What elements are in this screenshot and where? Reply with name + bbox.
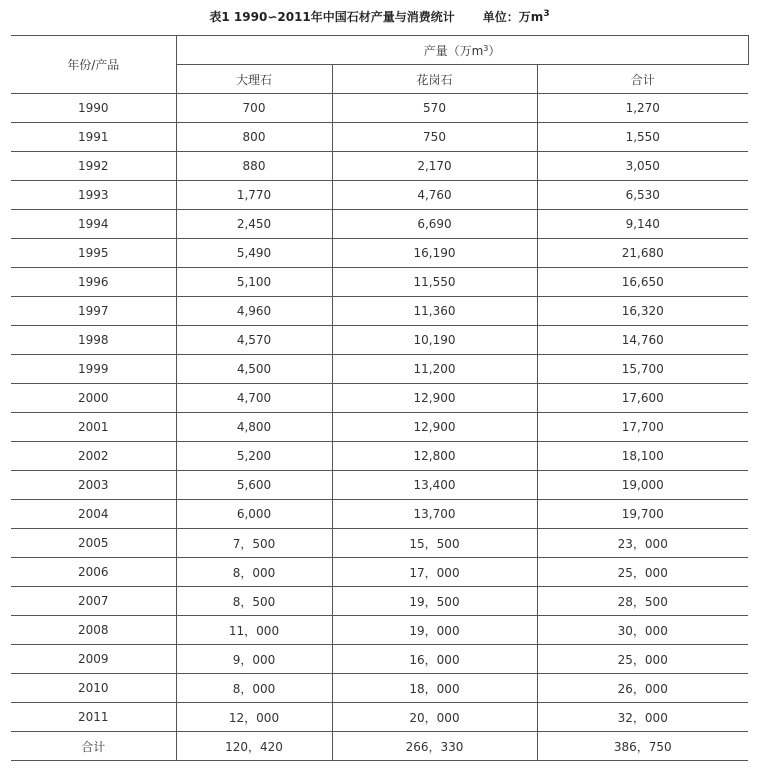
year-cell: 1996 [11,268,176,297]
year-cell: 1997 [11,297,176,326]
table-row [11,645,748,674]
year-cell: 2002 [11,442,176,471]
marble-cell: 4,570 [176,326,332,355]
granite-cell: 12,900 [332,413,537,442]
table-unit-prefix: 单位：万m [482,10,544,24]
table-row [11,94,748,123]
total-cell: 19,700 [537,500,748,529]
year-cell: 1990 [11,94,176,123]
year-cell: 2003 [11,471,176,500]
total-cell: 9,140 [537,210,748,239]
year-cell: 2004 [11,500,176,529]
total-cell: 32，000 [537,703,748,732]
marble-cell: 11，000 [176,616,332,645]
table-row [11,123,748,152]
total-cell: 16,320 [537,297,748,326]
total-cell: 15,700 [537,355,748,384]
year-cell: 1999 [11,355,176,384]
column-header-granite: 花岗石 [332,65,537,94]
table-row [11,181,748,210]
marble-cell: 4,960 [176,297,332,326]
table-unit [483,10,550,24]
table-row [11,152,748,181]
granite-cell: 16,190 [332,239,537,268]
table-row [11,471,748,500]
year-cell: 2000 [11,384,176,413]
total-cell: 18,100 [537,442,748,471]
marble-cell: 4,800 [176,413,332,442]
marble-cell: 5,200 [176,442,332,471]
total-cell: 28，500 [537,587,748,616]
granite-cell: 570 [332,94,537,123]
granite-cell: 4,760 [332,181,537,210]
table-row [11,529,748,558]
granite-cell: 19，500 [332,587,537,616]
year-cell: 合计 [11,732,176,761]
total-cell: 23，000 [537,529,748,558]
year-cell: 1998 [11,326,176,355]
year-cell: 2011 [11,703,176,732]
year-cell: 1991 [11,123,176,152]
marble-cell: 6,000 [176,500,332,529]
total-cell: 1,550 [537,123,748,152]
total-cell: 17,700 [537,413,748,442]
marble-cell: 8，000 [176,558,332,587]
granite-cell: 11,360 [332,297,537,326]
granite-cell: 16，000 [332,645,537,674]
total-cell: 19,000 [537,471,748,500]
table-row [11,210,748,239]
marble-cell: 4,700 [176,384,332,413]
granite-cell: 15，500 [332,529,537,558]
year-cell: 2008 [11,616,176,645]
granite-cell: 12,900 [332,384,537,413]
table-row [11,616,748,645]
total-cell: 26，000 [537,674,748,703]
granite-cell: 750 [332,123,537,152]
granite-cell: 10,190 [332,326,537,355]
column-header-marble: 大理石 [176,65,332,94]
year-cell: 2001 [11,413,176,442]
year-cell: 2006 [11,558,176,587]
marble-cell: 800 [176,123,332,152]
granite-cell: 11,550 [332,268,537,297]
production-table [11,35,749,761]
total-cell: 17,600 [537,384,748,413]
total-cell: 25，000 [537,645,748,674]
group-header-suffix: ） [488,43,501,58]
year-cell: 2009 [11,645,176,674]
marble-cell: 7，500 [176,529,332,558]
table-row [11,413,748,442]
marble-cell: 5,600 [176,471,332,500]
marble-cell: 9，000 [176,645,332,674]
group-header-superscript: 3 [483,43,489,53]
table-unit-superscript: 3 [543,9,550,19]
table-header [11,36,748,94]
total-cell: 14,760 [537,326,748,355]
marble-cell: 4,500 [176,355,332,384]
group-header-prefix: 产量（万m [423,43,484,58]
granite-cell: 6,690 [332,210,537,239]
table-title: 表1 1990∽2011年中国石材产量与消费统计 [209,10,455,24]
total-cell: 21,680 [537,239,748,268]
granite-cell: 18，000 [332,674,537,703]
year-cell: 1992 [11,152,176,181]
header-row-1 [11,36,748,65]
granite-cell: 13,700 [332,500,537,529]
table-row [11,326,748,355]
year-cell: 2010 [11,674,176,703]
granite-cell: 13,400 [332,471,537,500]
marble-cell: 2,450 [176,210,332,239]
granite-cell: 19，000 [332,616,537,645]
table-row [11,558,748,587]
year-cell: 1993 [11,181,176,210]
granite-cell: 17，000 [332,558,537,587]
marble-cell: 5,490 [176,239,332,268]
granite-cell: 2,170 [332,152,537,181]
table-row [11,297,748,326]
total-cell: 386，750 [537,732,748,761]
table-row [11,732,748,761]
table-row [11,355,748,384]
year-cell: 1994 [11,210,176,239]
marble-cell: 12，000 [176,703,332,732]
marble-cell: 120，420 [176,732,332,761]
table-row [11,442,748,471]
corner-header: 年份/产品 [11,36,176,94]
table-row [11,500,748,529]
table-row [11,268,748,297]
total-cell: 16,650 [537,268,748,297]
granite-cell: 11,200 [332,355,537,384]
total-cell: 30，000 [537,616,748,645]
total-cell: 25，000 [537,558,748,587]
table-row [11,587,748,616]
granite-cell: 12,800 [332,442,537,471]
column-header-total: 合计 [537,65,748,94]
total-cell: 3,050 [537,152,748,181]
granite-cell: 20，000 [332,703,537,732]
table-body [11,94,748,761]
year-cell: 2005 [11,529,176,558]
marble-cell: 8，500 [176,587,332,616]
granite-cell: 266，330 [332,732,537,761]
marble-cell: 1,770 [176,181,332,210]
table-caption [0,8,759,25]
table-row [11,384,748,413]
production-group-header [176,36,748,65]
marble-cell: 8，000 [176,674,332,703]
year-cell: 1995 [11,239,176,268]
table-row [11,703,748,732]
table-row [11,239,748,268]
marble-cell: 5,100 [176,268,332,297]
year-cell: 2007 [11,587,176,616]
marble-cell: 700 [176,94,332,123]
table-row [11,674,748,703]
total-cell: 1,270 [537,94,748,123]
total-cell: 6,530 [537,181,748,210]
marble-cell: 880 [176,152,332,181]
